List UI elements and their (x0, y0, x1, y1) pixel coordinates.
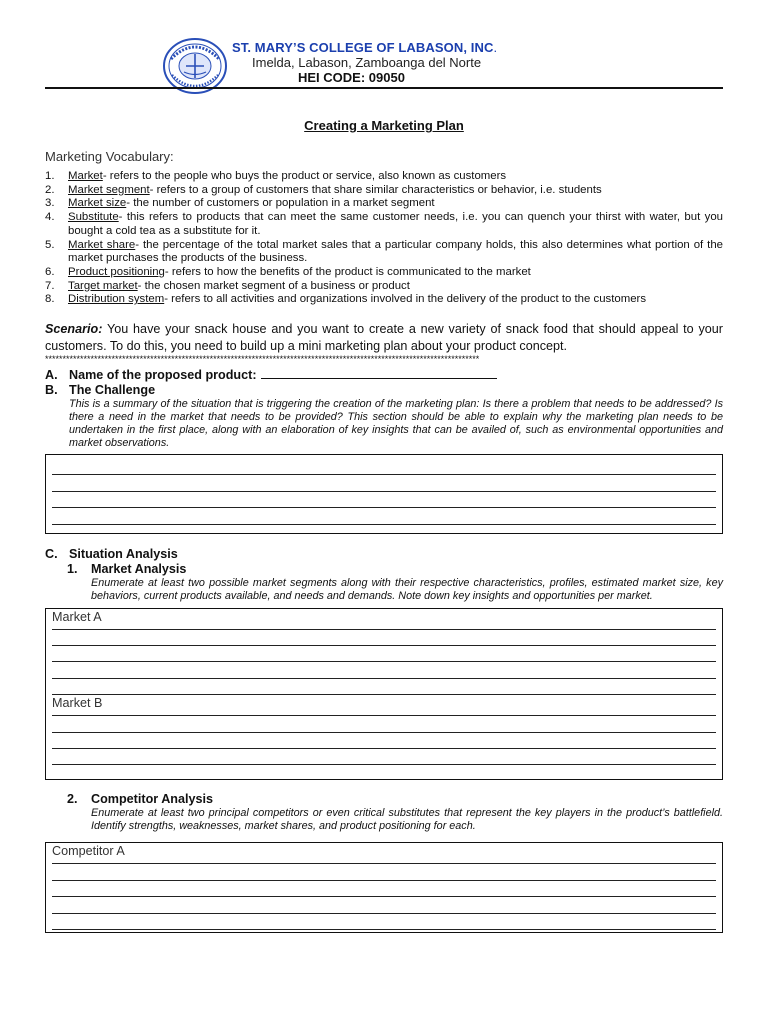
vocabulary-definition: - the percentage of the total market sales that a particular company holds, this also determines what portion of the market purchases the products of the business. (68, 238, 723, 265)
vocabulary-item (45, 197, 723, 211)
section-c-heading: C. Situation Analysis (45, 546, 178, 561)
vocabulary-number: 7. (45, 279, 55, 292)
vocabulary-term: Target market (68, 279, 138, 292)
section-b-heading: B. The Challenge (45, 383, 156, 398)
vocabulary-term: Product positioning (68, 265, 165, 278)
vocabulary-number: 3. (45, 197, 55, 210)
market-analysis-heading: 1. Market Analysis (67, 561, 187, 576)
hei-code: HEI CODE: 09050 (298, 70, 405, 85)
vocabulary-number: 4. (45, 211, 55, 224)
vocabulary-item (45, 280, 723, 294)
market-a-label: Market A (52, 609, 102, 624)
vocabulary-term: Market size (68, 197, 127, 210)
vocabulary-definition: - refers to a group of customers that share similar characteristics or behavior, i.e. students (149, 183, 602, 196)
vocabulary-heading: Marketing Vocabulary: (45, 149, 174, 164)
vocabulary-definition: - the chosen market segment of a business or product (137, 279, 410, 292)
vocabulary-term: Market segment (68, 183, 150, 196)
competitor-a-label: Competitor A (52, 844, 125, 859)
vocabulary-item (45, 184, 723, 198)
document-title: Creating a Marketing Plan (304, 118, 464, 133)
vocabulary-number: 2. (45, 183, 55, 196)
scenario-label: Scenario: (45, 322, 103, 337)
competitor-analysis-heading: 2. Competitor Analysis (67, 792, 213, 807)
vocabulary-definition: - this refers to products that can meet the same customer needs, i.e. you can quench your thirst with water, but you bought a cold tea as a substitute for it. (68, 211, 723, 237)
vocabulary-definition: - the number of customers or population in a market segment (126, 197, 435, 210)
vocabulary-item (45, 266, 723, 280)
vocabulary-item (45, 239, 723, 266)
vocabulary-term: Distribution system (68, 293, 165, 306)
vocabulary-definition: - refers to all activities and organizations involved in the delivery of the product to the customers (164, 293, 647, 306)
header-divider (45, 87, 723, 89)
market-analysis-description: Enumerate at least two possible market segments along with their respective characteristics, profiles, estimated market size, key behaviors, current products available, and needs and demands. Note down key insights and opportunities per market. (91, 576, 723, 602)
vocabulary-number: 8. (45, 293, 55, 306)
vocabulary-item (45, 211, 723, 238)
vocabulary-list (45, 170, 723, 307)
vocabulary-item (45, 293, 723, 307)
vocabulary-item (45, 170, 723, 184)
vocabulary-number: 6. (45, 265, 55, 278)
vocabulary-number: 1. (45, 170, 55, 182)
section-b-description: This is a summary of the situation that is triggering the creation of the marketing plan: Is there a problem that needs to be addressed? Is there a need in the market that needs to be provided? This section should be able to explain why the marketing plan needs to be undertaken in the first place, along with an elaboration of key insights that can be availed of, such as environmental opportunities and market observations. (69, 398, 723, 450)
product-name-blank[interactable] (261, 367, 497, 379)
letterhead (0, 32, 768, 92)
challenge-answer-box[interactable] (45, 454, 723, 534)
vocabulary-definition: - refers to the people who buys the product or service, also known as customers (102, 170, 507, 182)
college-name: ST. MARY’S COLLEGE OF LABASON, INC. (232, 40, 498, 55)
document-body (45, 118, 723, 933)
scenario-text: You have your snack house and you want to create a new variety of snack food that should appeal to your customers. To do this, you need to build up a mini marketing plan about your product concept. (45, 322, 723, 353)
scenario-paragraph (45, 321, 723, 354)
vocabulary-term: Market share (68, 238, 136, 251)
vocabulary-term: Substitute (68, 211, 119, 224)
vocabulary-definition: - refers to how the benefits of the product is communicated to the market (164, 265, 531, 278)
vocabulary-number: 5. (45, 238, 55, 251)
vocabulary-term: Market (68, 170, 103, 182)
market-analysis-box[interactable] (45, 608, 723, 781)
section-a-heading: A. Name of the proposed product: (45, 367, 723, 383)
competitor-analysis-box[interactable] (45, 842, 723, 933)
college-address: Imelda, Labason, Zamboanga del Norte (252, 55, 482, 70)
competitor-analysis-description: Enumerate at least two principal competitors or even critical substitutes that represent the key players in the product’s battlefield. Identify strengths, weaknesses, market shares, and product positioning for each. (91, 807, 723, 833)
separator-line: **************************************************************************************************************************** (45, 354, 480, 365)
market-b-label: Market B (52, 696, 103, 711)
